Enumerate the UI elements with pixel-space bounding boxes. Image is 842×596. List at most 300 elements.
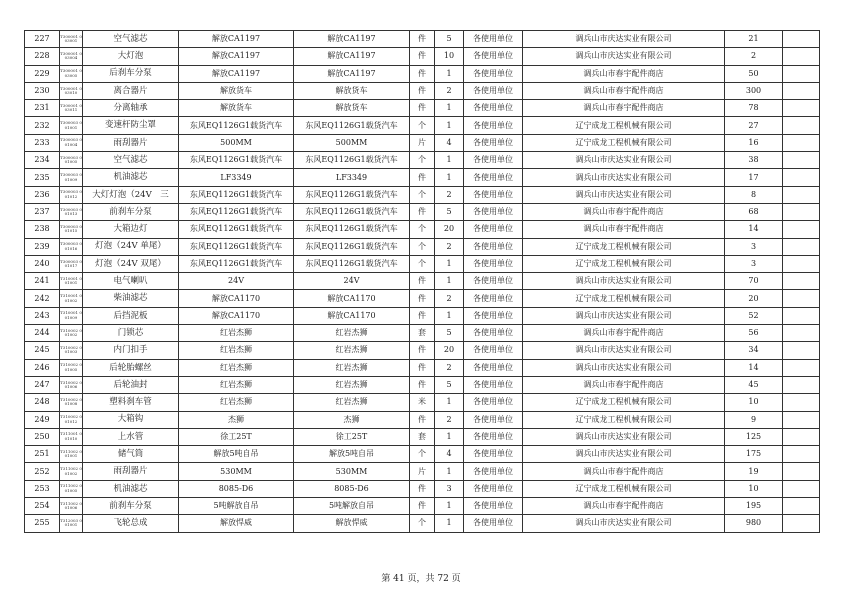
empty-cell bbox=[783, 463, 820, 480]
unit-price: 70 bbox=[725, 273, 783, 290]
quantity: 1 bbox=[435, 498, 464, 515]
item-name: 门锁芯 bbox=[83, 325, 179, 342]
user-department: 各使用单位 bbox=[464, 498, 523, 515]
item-name: 前刹车分泵 bbox=[83, 498, 179, 515]
item-name: 后刹车分泵 bbox=[83, 65, 179, 82]
item-code: T300003 001015 bbox=[60, 221, 83, 238]
item-name: 大箱钩 bbox=[83, 411, 179, 428]
table-row bbox=[25, 342, 820, 359]
empty-cell bbox=[783, 411, 820, 428]
quantity: 2 bbox=[435, 411, 464, 428]
table-row bbox=[25, 515, 820, 532]
empty-cell bbox=[783, 238, 820, 255]
empty-cell bbox=[783, 446, 820, 463]
empty-cell bbox=[783, 65, 820, 82]
unit: 件 bbox=[410, 65, 435, 82]
supplier: 调兵山市庆达实业有限公司 bbox=[523, 152, 725, 169]
supplier: 调兵山市庆达实业有限公司 bbox=[523, 515, 725, 532]
user-department: 各使用单位 bbox=[464, 186, 523, 203]
unit-price: 10 bbox=[725, 394, 783, 411]
unit-price: 3 bbox=[725, 238, 783, 255]
user-department: 各使用单位 bbox=[464, 446, 523, 463]
row-number: 248 bbox=[25, 394, 60, 411]
unit: 件 bbox=[410, 359, 435, 376]
row-number: 230 bbox=[25, 82, 60, 99]
vehicle-type: 东风EQ1126G1载货汽车 bbox=[294, 117, 410, 134]
quantity: 1 bbox=[435, 152, 464, 169]
user-department: 各使用单位 bbox=[464, 342, 523, 359]
quantity: 1 bbox=[435, 463, 464, 480]
empty-cell bbox=[783, 221, 820, 238]
item-name: 大箱边灯 bbox=[83, 221, 179, 238]
unit-price: 38 bbox=[725, 152, 783, 169]
unit: 件 bbox=[410, 307, 435, 324]
spec-model: 530MM bbox=[179, 463, 294, 480]
spec-model: 解放CA1197 bbox=[179, 48, 294, 65]
item-name: 塑料刹车管 bbox=[83, 394, 179, 411]
item-name: 电气喇叭 bbox=[83, 273, 179, 290]
supplier: 调兵山市庆达实业有限公司 bbox=[523, 186, 725, 203]
unit: 件 bbox=[410, 498, 435, 515]
item-code: T311002 001002 bbox=[60, 463, 83, 480]
spec-model: 解放货车 bbox=[179, 100, 294, 117]
spec-model: LF3349 bbox=[179, 169, 294, 186]
unit: 件 bbox=[410, 82, 435, 99]
unit: 个 bbox=[410, 186, 435, 203]
row-number: 247 bbox=[25, 376, 60, 393]
item-code: T300003 001004 bbox=[60, 134, 83, 151]
supplier: 调兵山市庆达实业有限公司 bbox=[523, 169, 725, 186]
vehicle-type: 红岩杰狮 bbox=[294, 325, 410, 342]
row-number: 235 bbox=[25, 169, 60, 186]
empty-cell bbox=[783, 359, 820, 376]
item-name: 储气筒 bbox=[83, 446, 179, 463]
quantity: 5 bbox=[435, 203, 464, 220]
table-row bbox=[25, 290, 820, 307]
empty-cell bbox=[783, 203, 820, 220]
item-code: T300003 001009 bbox=[60, 169, 83, 186]
unit-price: 2 bbox=[725, 48, 783, 65]
item-code: T311002 001005 bbox=[60, 480, 83, 497]
vehicle-type: 红岩杰狮 bbox=[294, 359, 410, 376]
item-code: T300003 001016 bbox=[60, 238, 83, 255]
vehicle-type: 东风EQ1126G1载货汽车 bbox=[294, 221, 410, 238]
user-department: 各使用单位 bbox=[464, 221, 523, 238]
unit-price: 300 bbox=[725, 82, 783, 99]
user-department: 各使用单位 bbox=[464, 203, 523, 220]
page-number: 第 41 页，共 72 页 bbox=[381, 574, 461, 584]
row-number: 229 bbox=[25, 65, 60, 82]
user-department: 各使用单位 bbox=[464, 480, 523, 497]
item-code: T300003 001017 bbox=[60, 255, 83, 272]
item-name: 空气滤芯 bbox=[83, 152, 179, 169]
item-code: T300001 003001 bbox=[60, 31, 83, 48]
quantity: 4 bbox=[435, 446, 464, 463]
quantity: 1 bbox=[435, 255, 464, 272]
quantity: 5 bbox=[435, 376, 464, 393]
unit: 米 bbox=[410, 394, 435, 411]
quantity: 1 bbox=[435, 169, 464, 186]
quantity: 2 bbox=[435, 238, 464, 255]
row-number: 228 bbox=[25, 48, 60, 65]
unit: 片 bbox=[410, 134, 435, 151]
vehicle-type: 杰狮 bbox=[294, 411, 410, 428]
item-name: 大灯灯泡（24V 三 bbox=[83, 186, 179, 203]
item-code: T310002 001005 bbox=[60, 359, 83, 376]
supplier: 调兵山市春宇配件商店 bbox=[523, 65, 725, 82]
supplier: 调兵山市庆达实业有限公司 bbox=[523, 31, 725, 48]
table-row bbox=[25, 376, 820, 393]
item-name: 后挡泥板 bbox=[83, 307, 179, 324]
supplier: 辽宁成龙工程机械有限公司 bbox=[523, 394, 725, 411]
vehicle-type: 东风EQ1126G1载货汽车 bbox=[294, 203, 410, 220]
vehicle-type: 24V bbox=[294, 273, 410, 290]
supplier: 调兵山市春宇配件商店 bbox=[523, 325, 725, 342]
item-name: 灯泡（24V 双尾） bbox=[83, 255, 179, 272]
vehicle-type: 解放CA1197 bbox=[294, 48, 410, 65]
table-row bbox=[25, 463, 820, 480]
supplier: 调兵山市庆达实业有限公司 bbox=[523, 273, 725, 290]
user-department: 各使用单位 bbox=[464, 152, 523, 169]
quantity: 1 bbox=[435, 428, 464, 445]
quantity: 1 bbox=[435, 307, 464, 324]
spec-model: 东风EQ1126G1载货汽车 bbox=[179, 203, 294, 220]
user-department: 各使用单位 bbox=[464, 100, 523, 117]
unit-price: 56 bbox=[725, 325, 783, 342]
row-number: 231 bbox=[25, 100, 60, 117]
spec-model: 杰狮 bbox=[179, 411, 294, 428]
empty-cell bbox=[783, 152, 820, 169]
unit-price: 195 bbox=[725, 498, 783, 515]
row-number: 242 bbox=[25, 290, 60, 307]
unit: 套 bbox=[410, 325, 435, 342]
unit: 个 bbox=[410, 446, 435, 463]
vehicle-type: 8085-D6 bbox=[294, 480, 410, 497]
supplier: 调兵山市春宇配件商店 bbox=[523, 463, 725, 480]
unit-price: 9 bbox=[725, 411, 783, 428]
empty-cell bbox=[783, 394, 820, 411]
vehicle-type: 解放货车 bbox=[294, 100, 410, 117]
row-number: 233 bbox=[25, 134, 60, 151]
table-row bbox=[25, 31, 820, 48]
spec-model: 解放CA1170 bbox=[179, 290, 294, 307]
quantity: 2 bbox=[435, 82, 464, 99]
item-code: T300001 003004 bbox=[60, 48, 83, 65]
unit-price: 27 bbox=[725, 117, 783, 134]
item-code: T312003 001001 bbox=[60, 515, 83, 532]
unit: 件 bbox=[410, 376, 435, 393]
table-row bbox=[25, 394, 820, 411]
spec-model: 红岩杰狮 bbox=[179, 376, 294, 393]
user-department: 各使用单位 bbox=[464, 325, 523, 342]
supplier: 调兵山市庆达实业有限公司 bbox=[523, 48, 725, 65]
unit: 个 bbox=[410, 515, 435, 532]
empty-cell bbox=[783, 290, 820, 307]
table-row bbox=[25, 169, 820, 186]
unit: 套 bbox=[410, 428, 435, 445]
row-number: 238 bbox=[25, 221, 60, 238]
supplier: 调兵山市春宇配件商店 bbox=[523, 100, 725, 117]
unit-price: 980 bbox=[725, 515, 783, 532]
item-name: 上水管 bbox=[83, 428, 179, 445]
unit-price: 52 bbox=[725, 307, 783, 324]
unit-price: 8 bbox=[725, 186, 783, 203]
vehicle-type: 解放货车 bbox=[294, 82, 410, 99]
row-number: 249 bbox=[25, 411, 60, 428]
item-code: T310002 001008 bbox=[60, 394, 83, 411]
vehicle-type: 530MM bbox=[294, 463, 410, 480]
vehicle-type: 5吨解放自吊 bbox=[294, 498, 410, 515]
spec-model: 500MM bbox=[179, 134, 294, 151]
quantity: 1 bbox=[435, 117, 464, 134]
table-row bbox=[25, 82, 820, 99]
table-row bbox=[25, 152, 820, 169]
supplier: 调兵山市庆达实业有限公司 bbox=[523, 446, 725, 463]
item-name: 机油滤芯 bbox=[83, 480, 179, 497]
vehicle-type: LF3349 bbox=[294, 169, 410, 186]
user-department: 各使用单位 bbox=[464, 394, 523, 411]
row-number: 245 bbox=[25, 342, 60, 359]
vehicle-type: 红岩杰狮 bbox=[294, 394, 410, 411]
quantity: 20 bbox=[435, 342, 464, 359]
item-name: 飞轮总成 bbox=[83, 515, 179, 532]
item-name: 柴油滤芯 bbox=[83, 290, 179, 307]
vehicle-type: 东风EQ1126G1载货汽车 bbox=[294, 152, 410, 169]
quantity: 2 bbox=[435, 186, 464, 203]
spec-model: 解放CA1170 bbox=[179, 307, 294, 324]
row-number: 250 bbox=[25, 428, 60, 445]
user-department: 各使用单位 bbox=[464, 411, 523, 428]
table-row bbox=[25, 48, 820, 65]
item-code: T310002 001012 bbox=[60, 411, 83, 428]
parts-table bbox=[24, 30, 820, 533]
supplier: 辽宁成龙工程机械有限公司 bbox=[523, 411, 725, 428]
supplier: 辽宁成龙工程机械有限公司 bbox=[523, 290, 725, 307]
item-code: T310001 001001 bbox=[60, 273, 83, 290]
unit-price: 10 bbox=[725, 480, 783, 497]
user-department: 各使用单位 bbox=[464, 290, 523, 307]
row-number: 239 bbox=[25, 238, 60, 255]
item-code: T300003 001001 bbox=[60, 117, 83, 134]
item-name: 分离轴承 bbox=[83, 100, 179, 117]
spec-model: 红岩杰狮 bbox=[179, 359, 294, 376]
item-code: T311002 001006 bbox=[60, 498, 83, 515]
unit: 件 bbox=[410, 48, 435, 65]
row-number: 246 bbox=[25, 359, 60, 376]
spec-model: 徐工25T bbox=[179, 428, 294, 445]
spec-model: 解放CA1197 bbox=[179, 31, 294, 48]
unit-price: 175 bbox=[725, 446, 783, 463]
table-row bbox=[25, 100, 820, 117]
unit-price: 78 bbox=[725, 100, 783, 117]
unit-price: 125 bbox=[725, 428, 783, 445]
user-department: 各使用单位 bbox=[464, 515, 523, 532]
item-code: T300001 003005 bbox=[60, 65, 83, 82]
row-number: 237 bbox=[25, 203, 60, 220]
unit: 个 bbox=[410, 152, 435, 169]
table-row bbox=[25, 186, 820, 203]
item-code: T300001 003011 bbox=[60, 100, 83, 117]
empty-cell bbox=[783, 498, 820, 515]
item-code: T311001 001010 bbox=[60, 428, 83, 445]
unit-price: 14 bbox=[725, 221, 783, 238]
user-department: 各使用单位 bbox=[464, 307, 523, 324]
user-department: 各使用单位 bbox=[464, 117, 523, 134]
unit-price: 17 bbox=[725, 169, 783, 186]
vehicle-type: 解放CA1197 bbox=[294, 65, 410, 82]
user-department: 各使用单位 bbox=[464, 463, 523, 480]
unit: 个 bbox=[410, 255, 435, 272]
supplier: 辽宁成龙工程机械有限公司 bbox=[523, 480, 725, 497]
empty-cell bbox=[783, 48, 820, 65]
unit: 个 bbox=[410, 221, 435, 238]
unit: 件 bbox=[410, 169, 435, 186]
supplier: 辽宁成龙工程机械有限公司 bbox=[523, 238, 725, 255]
item-code: T300003 001012 bbox=[60, 186, 83, 203]
supplier: 调兵山市春宇配件商店 bbox=[523, 376, 725, 393]
supplier: 调兵山市春宇配件商店 bbox=[523, 203, 725, 220]
row-number: 227 bbox=[25, 31, 60, 48]
quantity: 1 bbox=[435, 394, 464, 411]
item-code: T300003 001013 bbox=[60, 203, 83, 220]
row-number: 236 bbox=[25, 186, 60, 203]
user-department: 各使用单位 bbox=[464, 428, 523, 445]
item-code: T300003 001005 bbox=[60, 152, 83, 169]
table-row bbox=[25, 238, 820, 255]
empty-cell bbox=[783, 515, 820, 532]
quantity: 1 bbox=[435, 65, 464, 82]
spec-model: 8085-D6 bbox=[179, 480, 294, 497]
table-row bbox=[25, 255, 820, 272]
item-name: 机油滤芯 bbox=[83, 169, 179, 186]
supplier: 调兵山市春宇配件商店 bbox=[523, 82, 725, 99]
spec-model: 解放悍威 bbox=[179, 515, 294, 532]
row-number: 254 bbox=[25, 498, 60, 515]
vehicle-type: 东风EQ1126G1载货汽车 bbox=[294, 255, 410, 272]
empty-cell bbox=[783, 186, 820, 203]
item-name: 雨刮器片 bbox=[83, 134, 179, 151]
unit-price: 34 bbox=[725, 342, 783, 359]
table-row bbox=[25, 498, 820, 515]
row-number: 241 bbox=[25, 273, 60, 290]
table-row bbox=[25, 307, 820, 324]
quantity: 5 bbox=[435, 31, 464, 48]
row-number: 243 bbox=[25, 307, 60, 324]
supplier: 辽宁成龙工程机械有限公司 bbox=[523, 255, 725, 272]
table-row bbox=[25, 273, 820, 290]
vehicle-type: 东风EQ1126G1载货汽车 bbox=[294, 238, 410, 255]
item-code: T310001 001009 bbox=[60, 307, 83, 324]
spec-model: 东风EQ1126G1载货汽车 bbox=[179, 186, 294, 203]
vehicle-type: 解放5吨自吊 bbox=[294, 446, 410, 463]
table-row bbox=[25, 117, 820, 134]
item-name: 后轮油封 bbox=[83, 376, 179, 393]
user-department: 各使用单位 bbox=[464, 273, 523, 290]
unit: 件 bbox=[410, 342, 435, 359]
unit: 件 bbox=[410, 480, 435, 497]
user-department: 各使用单位 bbox=[464, 134, 523, 151]
empty-cell bbox=[783, 342, 820, 359]
user-department: 各使用单位 bbox=[464, 65, 523, 82]
quantity: 5 bbox=[435, 325, 464, 342]
unit-price: 3 bbox=[725, 255, 783, 272]
row-number: 255 bbox=[25, 515, 60, 532]
item-name: 变速杆防尘罩 bbox=[83, 117, 179, 134]
table-row bbox=[25, 134, 820, 151]
unit: 件 bbox=[410, 273, 435, 290]
item-code: T310002 001002 bbox=[60, 325, 83, 342]
unit: 件 bbox=[410, 411, 435, 428]
spec-model: 24V bbox=[179, 273, 294, 290]
empty-cell bbox=[783, 376, 820, 393]
empty-cell bbox=[783, 134, 820, 151]
spec-model: 解放CA1197 bbox=[179, 65, 294, 82]
unit-price: 45 bbox=[725, 376, 783, 393]
item-code: T310001 001002 bbox=[60, 290, 83, 307]
table-row bbox=[25, 359, 820, 376]
unit: 个 bbox=[410, 238, 435, 255]
quantity: 3 bbox=[435, 480, 464, 497]
row-number: 252 bbox=[25, 463, 60, 480]
table-row bbox=[25, 446, 820, 463]
unit: 片 bbox=[410, 463, 435, 480]
empty-cell bbox=[783, 325, 820, 342]
unit: 件 bbox=[410, 100, 435, 117]
item-name: 空气滤芯 bbox=[83, 31, 179, 48]
vehicle-type: 东风EQ1126G1载货汽车 bbox=[294, 186, 410, 203]
user-department: 各使用单位 bbox=[464, 31, 523, 48]
quantity: 10 bbox=[435, 48, 464, 65]
item-name: 前刹车分泵 bbox=[83, 203, 179, 220]
spec-model: 红岩杰狮 bbox=[179, 342, 294, 359]
supplier: 调兵山市春宇配件商店 bbox=[523, 498, 725, 515]
unit: 件 bbox=[410, 290, 435, 307]
spec-model: 东风EQ1126G1载货汽车 bbox=[179, 255, 294, 272]
unit: 件 bbox=[410, 203, 435, 220]
quantity: 2 bbox=[435, 290, 464, 307]
vehicle-type: 红岩杰狮 bbox=[294, 342, 410, 359]
unit-price: 50 bbox=[725, 65, 783, 82]
unit: 件 bbox=[410, 31, 435, 48]
item-code: T310002 001003 bbox=[60, 342, 83, 359]
unit-price: 68 bbox=[725, 203, 783, 220]
empty-cell bbox=[783, 428, 820, 445]
empty-cell bbox=[783, 169, 820, 186]
item-name: 灯泡（24V 单尾） bbox=[83, 238, 179, 255]
user-department: 各使用单位 bbox=[464, 82, 523, 99]
spec-model: 东风EQ1126G1载货汽车 bbox=[179, 238, 294, 255]
empty-cell bbox=[783, 307, 820, 324]
vehicle-type: 红岩杰狮 bbox=[294, 376, 410, 393]
spec-model: 东风EQ1126G1载货汽车 bbox=[179, 152, 294, 169]
table-row bbox=[25, 221, 820, 238]
row-number: 244 bbox=[25, 325, 60, 342]
item-code: T300001 003010 bbox=[60, 82, 83, 99]
item-name: 雨刮器片 bbox=[83, 463, 179, 480]
user-department: 各使用单位 bbox=[464, 359, 523, 376]
unit-price: 21 bbox=[725, 31, 783, 48]
row-number: 232 bbox=[25, 117, 60, 134]
spec-model: 红岩杰狮 bbox=[179, 325, 294, 342]
supplier: 调兵山市庆达实业有限公司 bbox=[523, 428, 725, 445]
spec-model: 解放5吨自吊 bbox=[179, 446, 294, 463]
supplier: 调兵山市庆达实业有限公司 bbox=[523, 342, 725, 359]
table-row bbox=[25, 411, 820, 428]
spec-model: 东风EQ1126G1载货汽车 bbox=[179, 117, 294, 134]
item-name: 内门扣手 bbox=[83, 342, 179, 359]
unit-price: 14 bbox=[725, 359, 783, 376]
vehicle-type: 解放CA1170 bbox=[294, 307, 410, 324]
